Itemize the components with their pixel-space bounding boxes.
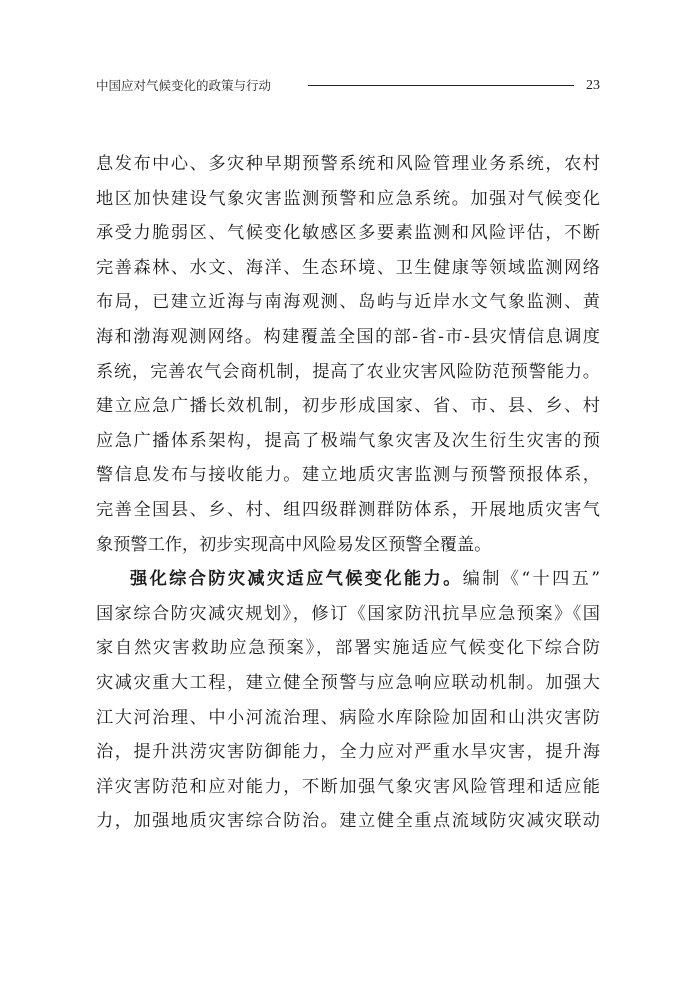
text-line: 力，加强地质灾害综合防治。建立健全重点流域防灾减灾联动 [96,811,600,832]
text-line: 息发布中心、多灾种早期预警系统和风险管理业务系统，农村 [96,154,600,174]
page-header [96,76,600,96]
text-line: 江大河治理、中小河流治理、病险水库除险加固和山洪灾害防 [96,707,600,728]
text-line: 象预警工作，初步实现高中风险易发区预警全覆盖。 [96,534,492,555]
running-title: 中国应对气候变化的政策与行动 [96,78,272,93]
text-line: 国家综合防灾减灾规划》，修订《国家防汛抗旱应急预案》《国 [96,603,600,624]
text-line: 建立应急广播长效机制，初步形成国家、省、市、县、乡、村 [96,396,600,417]
header-rule [308,85,574,86]
page-number: 23 [586,78,600,93]
text-line: 地区加快建设气象灾害监测预警和应急系统。加强对气候变化 [96,188,600,209]
body-text [96,147,600,839]
text-line: 承受力脆弱区、气候变化敏感区多要素监测和风险评估，不断 [96,223,600,244]
text-line: 完善森林、水文、海洋、生态环境、卫生健康等领域监测网络 [96,257,600,278]
text-line: 布局，已建立近海与南海观测、岛屿与近岸水文气象监测、黄 [96,292,600,313]
text-span: 编制《“十四五” [462,569,600,590]
text-line: 洋灾害防范和应对能力，不断加强气象灾害风险管理和适应能 [96,776,600,797]
text-line: 应急广播体系架构，提高了极端气象灾害及次生衍生灾害的预 [96,430,600,451]
paragraph-heading: 强化综合防灾减灾适应气候变化能力。 [130,569,463,590]
text-line [96,562,600,597]
text-line: 灾减灾重大工程，建立健全预警与应急响应联动机制。加强大 [96,672,600,693]
text-line: 家自然灾害救助应急预案》，部署实施适应气候变化下综合防 [96,638,600,659]
text-line: 警信息发布与接收能力。建立地质灾害监测与预警预报体系， [96,465,600,486]
text-line: 完善全国县、乡、村、组四级群测群防体系，开展地质灾害气 [96,499,600,520]
text-line: 系统，完善农气会商机制，提高了农业灾害风险防范预警能力。 [96,361,600,382]
text-line: 海和渤海观测网络。构建覆盖全国的部-省-市-县灾情信息调度 [96,326,600,347]
text-line: 治，提升洪涝灾害防御能力，全力应对严重水旱灾害，提升海 [96,742,600,763]
paragraph-1 [96,147,600,562]
paragraph-2 [96,562,600,839]
